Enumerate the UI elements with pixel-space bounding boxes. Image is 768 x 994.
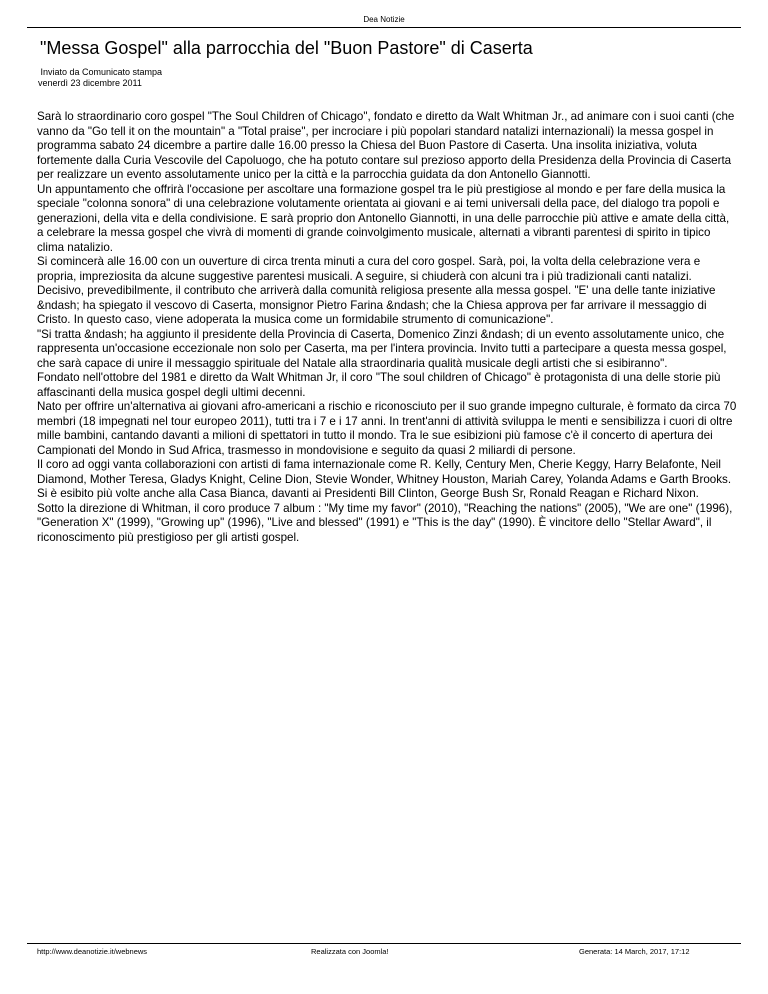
article-title: "Messa Gospel" alla parrocchia del "Buon Pastore" di Caserta <box>40 38 533 58</box>
article-body <box>37 110 737 545</box>
article-paragraph: Un appuntamento che offrirà l'occasione per ascoltare una formazione gospel tra le più prestigiose al mondo e per fare della musica la speciale "colonna sonora" di una celebrazione volutamente orientata ai giovani e ai temi universali della pace, del dialogo tra popoli e generazioni, della vita e della condivisione. E sarà proprio don Antonello Giannotti, in una delle parrocchie più attive e amate della città, a celebrare la messa gospel che vivrà di momenti di grande coinvolgimento musicale, alternati a vibranti parentesi di spirito in tipico clima natalizio. <box>37 182 730 254</box>
article-paragraph: Sarà lo straordinario coro gospel "The Soul Children of Chicago", fondato e diretto da Walt Whitman Jr., ad animare con i suoi canti (che vanno da "Go tell it on the mountain" a "Total praise", per incrociare i più popolari standard natalizi internazionali) la messa gospel in programma sabato 24 dicembre a partire dalle 16.00 presso la Chiesa del Buon Pastore di Caserta. Una insolita iniziativa, voluta fortemente dalla Curia Vescovile del Capoluogo, che ha potuto contare sul prezioso apporto della Presidenza della Provincia di Caserta per realizzare un evento assolutamente unico per la città e la parrocchia guidata da don Antonello Giannotti. <box>37 110 735 181</box>
article-meta <box>38 67 162 89</box>
date-line: venerdì 23 dicembre 2011 <box>38 78 142 88</box>
header-divider <box>27 27 741 28</box>
article-paragraph: Il coro ad oggi vanta collaborazioni con artisti di fama internazionale come R. Kelly, Century Men, Cherie Keggy, Harry Belafonte, Neil Diamond, Mother Teresa, Gladys Knight, Celine Dion, Stevie Wonder, Whitney Houston, Mariah Carey, Yolanda Adams e Garth Brooks. Si è esibito più volte anche alla Casa Bianca, davanti ai Presidenti Bill Clinton, George Bush Sr, Ronald Reagan e Richard Nixon. <box>37 458 732 500</box>
article-paragraph: "Si tratta &ndash; ha aggiunto il presidente della Provincia di Caserta, Domenico Zinzi &ndash; di un evento assolutamente unico, che rappresenta un'occasione eccezionale non solo per Caserta, ma per l'intera provincia. Invito tutti a partecipare a questa messa gospel, che sarà capace di unire il messaggio spirituale del Natale alla straordinaria qualità musicale degli artisti che si esibiranno". <box>37 327 727 370</box>
author-line: Inviato da Comunicato stampa <box>38 67 163 77</box>
article-paragraph: Sotto la direzione di Whitman, il coro produce 7 album : "My time my favor" (2010), "Reaching the nations" (2005), "We are one" (1996), "Generation X" (1999), "Growing up" (1996), "Live and blessed" (1991) e "This is the day" (1990). È vincitore dello "Stellar Award", il riconoscimento più prestigioso per gli artisti gospel. <box>37 501 733 544</box>
site-name: Dea Notizie <box>363 15 405 24</box>
footer-divider <box>27 943 741 944</box>
footer-generated-date: Generata: 14 March, 2017, 17:12 <box>579 947 690 956</box>
footer-powered-by: Realizzata con Joomla! <box>311 947 389 956</box>
article-paragraph: Si comincerà alle 16.00 con un ouverture di circa trenta minuti a cura del coro gospel. Sarà, poi, la volta della celebrazione vera e propria, impreziosita da alcune suggestive parentesi musicali. A seguire, si chiuderà con alcuni tra i più tradizionali canti natalizi. Decisivo, prevedibilmente, il contributo che arriverà dalla comunità religiosa presente alla messa gospel. "E' una delle tante iniziative &ndash; ha spiegato il vescovo di Caserta, monsignor Pietro Farina &ndash; che la Chiesa approva per far arrivare il messaggio di Cristo. In questo caso, viene adoperata la musica come un formidabile strumento di comunicazione". <box>37 255 716 326</box>
article-paragraph: Nato per offrire un'alternativa ai giovani afro-americani a rischio e riconosciuto per il suo grande impegno culturale, è formato da circa 70 membri (18 impegnati nel tour europeo 2011), tutti tra i 7 e i 17 anni. In trent'anni di attività sviluppa le menti e sensibilizza i cuori di oltre mille bambini, cantando davanti a milioni di spettatori in tutto il mondo. Tra le sue esibizioni più famose c'è il concerto di apertura dei Campionati del Mondo in Sud Africa, trasmesso in mondovisione e seguito da quasi 2 miliardi di persone. <box>37 400 737 457</box>
article-paragraph: Fondato nell'ottobre del 1981 e diretto da Walt Whitman Jr, il coro "The soul children of Chicago" è protagonista di una delle storie più affascinanti della musica gospel degli ultimi decenni. <box>37 371 721 399</box>
footer-url: http://www.deanotizie.it/webnews <box>37 947 148 956</box>
